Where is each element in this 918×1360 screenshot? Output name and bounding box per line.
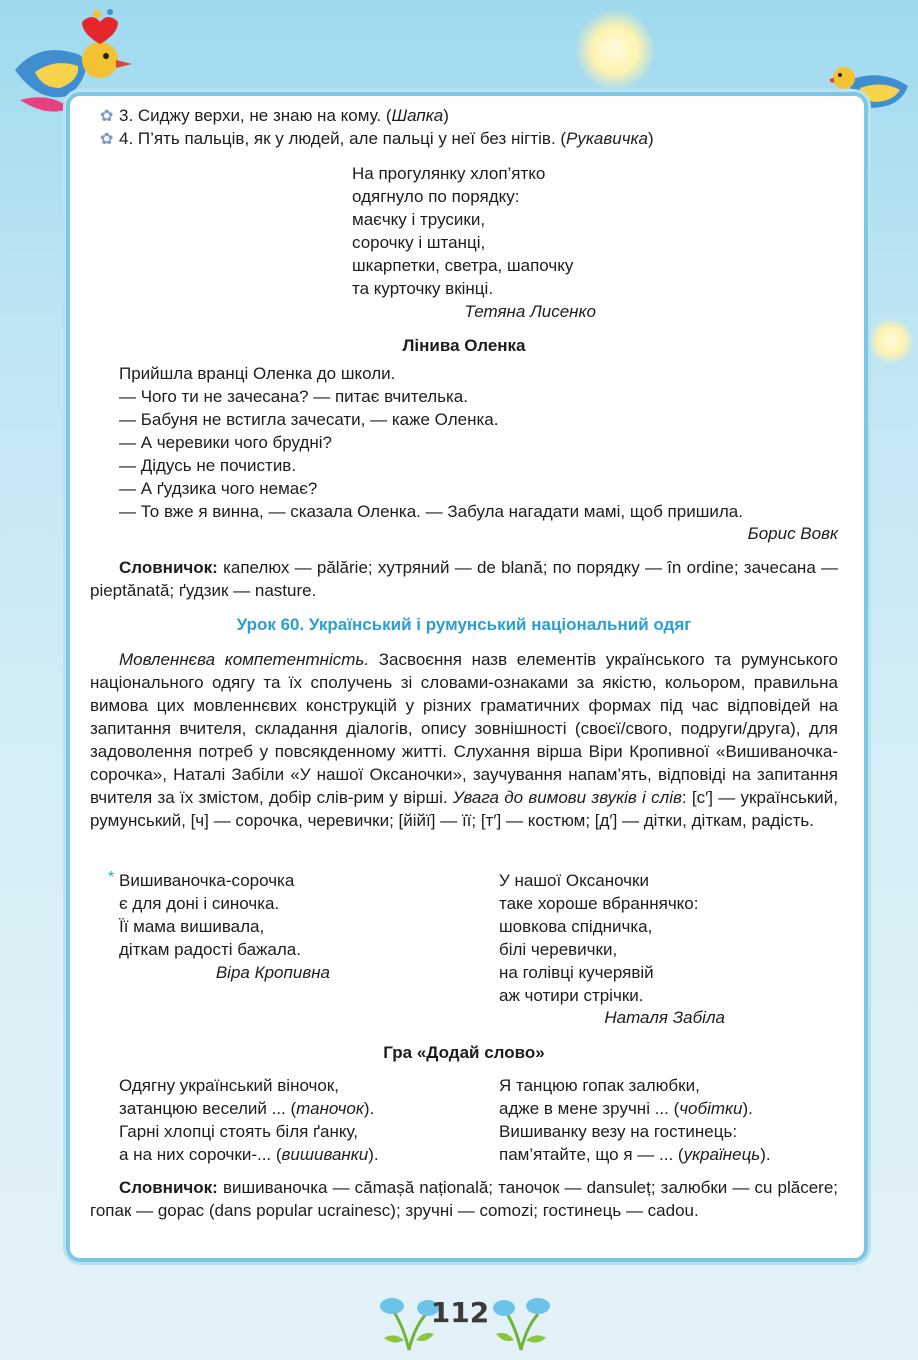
lesson-description [90,648,838,832]
game-title: Гра «Додай слово» [383,1043,545,1062]
glossary-text: вишиваночка — cămașă națională; таночок — dansuleț; залюбки — cu plăcere; гопак — gopac (dans popular ucrainesc); зручні — comozi; гостинець — cadou. [90,1178,838,1220]
bubble-decoration [868,318,914,364]
game-text: ). [368,1145,379,1164]
glossary-2 [90,1176,838,1222]
game-line [499,1120,737,1143]
game-line [119,1074,339,1097]
lesson-title: Урок 60. Український і румунський національний одяг [236,615,692,634]
poem-line: аж чотири стрічки. [499,986,644,1005]
poem-line: на голівці кучерявій [499,963,654,982]
poem-author: Віра Кропивна [215,963,330,982]
star-marker: * [108,869,115,886]
game-line [499,1143,771,1166]
game-text: ). [363,1099,375,1118]
game-text: затанцюю веселий ... ( [119,1099,297,1118]
game-answer: українець [683,1145,761,1164]
poem-line: сорочку і штанці, [352,233,486,252]
poem-line: та курточку вкінці. [352,279,494,298]
riddle-text: 4. П’ять пальців, як у людей, але пальці у неї без нігтів. ( [119,129,567,148]
riddle-text: ) [647,129,654,148]
poem-line: шовкова спідничка, [499,917,653,936]
game-line [119,1097,374,1120]
story-line: Прийшла вранці Оленка до школи. [119,364,396,383]
game-answer: чобітки [679,1099,743,1118]
competence-text: Засвоєння назв елементів українського та румунського національного одягу та їх сполучень зі словами-ознаками за якістю, кольором, правильна вимова цих мовленнєвих конструкцій у різних граматичних формах під час відповідей на запитання вчителя, складання діалогів, опису зовнішності (своєї/свого, подруги/друга), для задоволення потреб у повсякденному житті. Слухання вірша Віри Кропивної «Вишиваночка-сорочка», Наталі Забіли «У нашої Оксаночки», заучування напам’ять, відповіді на запитання вчителя за їх змістом, добір слів-рим у вірші. [90,650,839,807]
poem-line: Вишиваночка-сорочка [119,871,295,890]
game-text: Гарні хлопці стоять біля ґанку, [119,1122,359,1141]
riddle-4 [119,127,654,150]
game-line [119,1143,379,1166]
poem-line: діткам радості бажала. [119,940,301,959]
glossary-text: капелюх — pălărie; хутряний — de blană; по порядку — în ordine; зачесана — pieptănată; ґудзик — nasture. [90,558,838,600]
poem-line: Її мама вишивала, [119,917,265,936]
game-text: а на них сорочки-... ( [119,1145,282,1164]
game-text: ). [760,1145,771,1164]
game-line [499,1097,753,1120]
glossary-label: Словничок: [119,1178,218,1197]
riddle-3 [119,104,449,127]
poem-line: білі черевички, [499,940,618,959]
glossary-label: Словничок: [119,558,218,577]
poem-line: одягнуло по порядку: [352,187,520,206]
poem-author: Тетяна Лисенко [464,302,596,321]
poem-line: маєчку і трусики, [352,210,486,229]
game-answer: таночок [296,1099,364,1118]
riddle-answer: Шапка [391,106,444,125]
game-text: адже в мене зручні ... ( [499,1099,680,1118]
game-line [119,1120,358,1143]
game-text: ). [742,1099,753,1118]
story-title: Лінива Оленка [402,336,526,355]
competence-label: Мовленнєва компетентність. [119,650,370,669]
story-author: Борис Вовк [747,524,838,543]
page-number: 112 [430,1296,490,1329]
poem-line: На прогулянку хлоп’ятко [352,164,546,183]
game-line [499,1074,700,1097]
attention-label: Увага до вимови звуків і слів [452,788,682,807]
story-line: — Бабуня не встигла зачесати, — каже Оленка. [119,410,499,429]
game-text: Я танцюю гопак залюбки, [499,1076,700,1095]
game-text: пам’ятайте, що я — ... ( [499,1145,684,1164]
riddle-answer: Рукавичка [566,129,648,148]
story-line: — То вже я винна, — сказала Оленка. — Забула нагадати мамі, щоб пришила. [119,502,743,521]
story-line: — А ґудзика чого немає? [119,479,318,498]
attention-text: : [с′] — український, румунський, [ч] — сорочка, черевички; [йійї] — її; [т′] — костюм; [д′] — дітки, діткам, радість. [90,788,838,830]
poem-line: шкарпетки, светра, шапочку [352,256,574,275]
poem-line: таке хороше вбраннячко: [499,894,699,913]
riddle-text: ) [443,106,449,125]
story-line: — Дідусь не почистив. [119,456,297,475]
game-answer: вишиванки [281,1145,369,1164]
glossary-1 [90,556,838,602]
story-line: — А черевики чого брудні? [119,433,332,452]
game-text: Вишиванку везу на гостинець: [499,1122,738,1141]
poem-author: Наталя Забіла [604,1008,725,1027]
ornament-icon: ✿ [100,131,114,148]
poem-line: У нашої Оксаночки [499,871,649,890]
game-text: Одягну український віночок, [119,1076,340,1095]
riddle-text: 3. Сиджу верхи, не знаю на кому. ( [119,106,392,125]
story-line: — Чого ти не зачесана? — питає вчителька. [119,387,468,406]
poem-line: є для доні і синочка. [119,894,280,913]
sun-bubble-decoration [575,10,655,90]
ornament-icon: ✿ [100,108,114,125]
